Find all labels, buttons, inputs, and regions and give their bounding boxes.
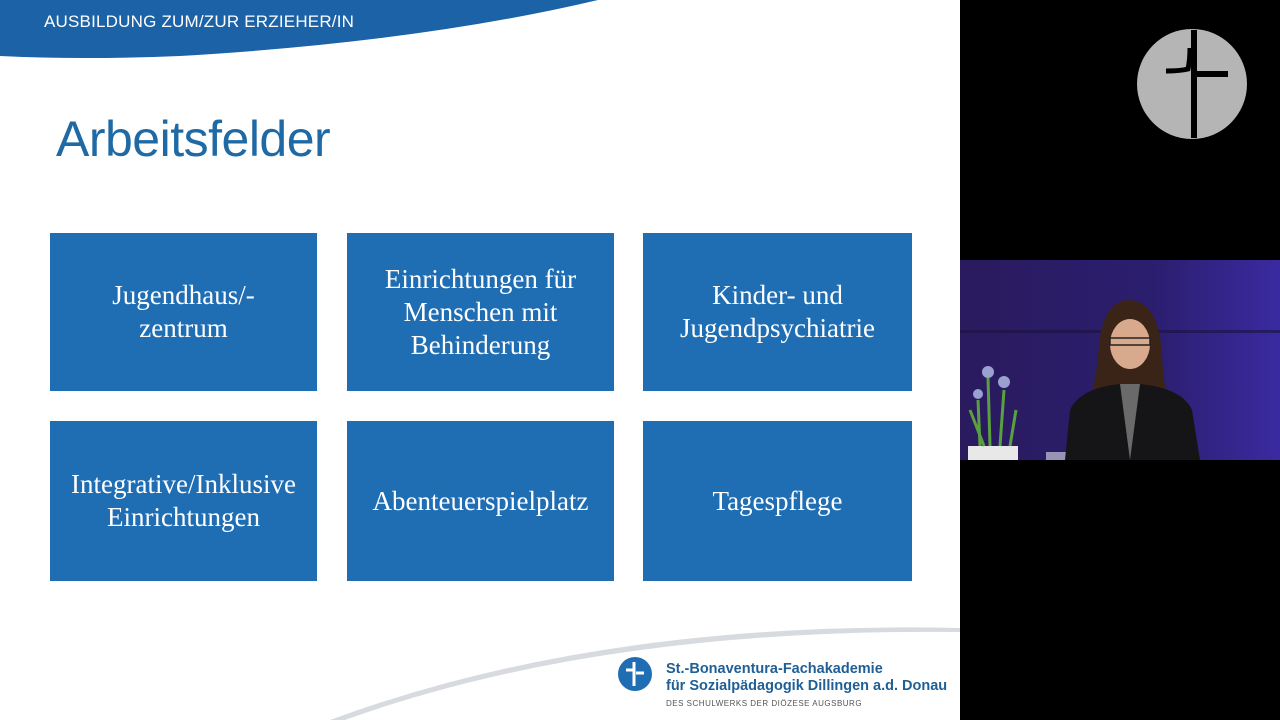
header-label: AUSBILDUNG ZUM/ZUR ERZIEHER/IN xyxy=(44,12,355,31)
footer-logo-line1: St.-Bonaventura-Fachakademie xyxy=(666,661,883,677)
tile-einrichtungen-behinderung: Einrichtungen für Menschen mit Behinderung xyxy=(347,233,614,391)
slide-title: Arbeitsfelder xyxy=(56,111,331,167)
tile-kinder-jugendpsychiatrie: Kinder- und Jugendpsychiatrie xyxy=(643,233,912,391)
tile-jugendhaus: Jugendhaus/- zentrum xyxy=(50,233,317,391)
cross-circle-icon xyxy=(1136,28,1248,140)
presenter-video-frame xyxy=(960,260,1280,460)
presenter-video xyxy=(960,260,1280,460)
tile-abenteuerspielplatz: Abenteuerspielplatz xyxy=(347,421,614,581)
header-banner xyxy=(0,0,600,64)
tile-integrative-einrichtungen: Integrative/Inklusive Einrichtungen xyxy=(50,421,317,581)
footer-logo-line2: für Sozialpädagogik Dillingen a.d. Donau xyxy=(666,678,948,694)
cross-circle-icon xyxy=(617,656,653,692)
tile-tagespflege: Tagespflege xyxy=(643,421,912,581)
footer-logo-line3: DES SCHULWERKS DER DIÖZESE AUGSBURG xyxy=(666,699,863,708)
